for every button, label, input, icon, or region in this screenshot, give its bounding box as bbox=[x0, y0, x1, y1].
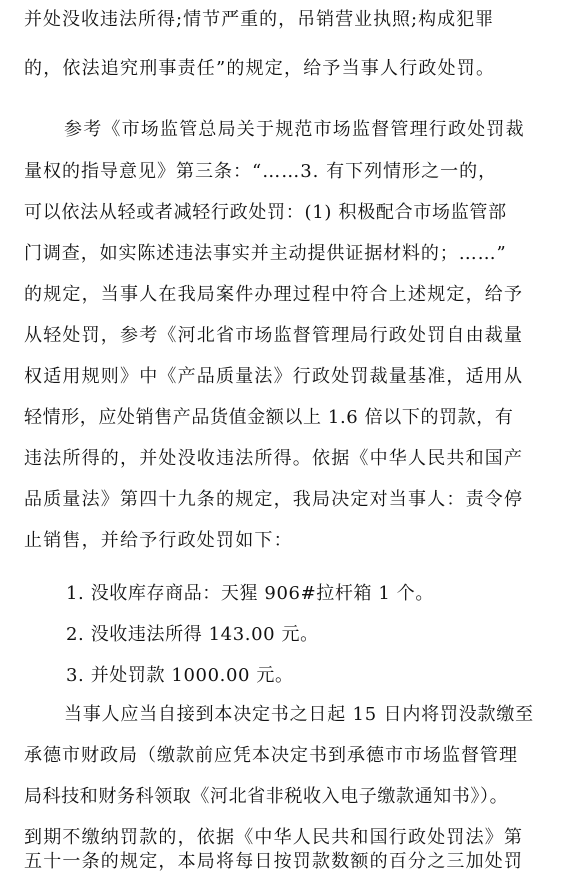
paragraph-2-line-10: 品质量法》第四十九条的规定，我局决定对当事人：责令停 bbox=[24, 489, 524, 510]
paragraph-4-line-2: 承德市财政局（缴款前应凭本决定书到承德市市场监督管理 bbox=[24, 745, 518, 766]
paragraph-2-line-6: 从轻处罚，参考《河北省市场监督管理局行政处罚自由裁量 bbox=[24, 325, 524, 346]
paragraph-2-line-4: 门调查，如实陈述违法事实并主动提供证据材料的；……” bbox=[24, 243, 507, 264]
penalty-item-1: 1. 没收库存商品：天猩 906#拉杆箱 1 个。 bbox=[66, 583, 434, 604]
paragraph-4-line-1: 当事人应当自接到本决定书之日起 15 日内将罚没款缴至 bbox=[64, 704, 534, 725]
paragraph-4-line-4: 到期不缴纳罚款的，依据《中华人民共和国行政处罚法》第 bbox=[24, 827, 524, 848]
paragraph-2-line-5: 的规定，当事人在我局案件办理过程中符合上述规定，给予 bbox=[24, 284, 524, 305]
penalty-item-2: 2. 没收违法所得 143.00 元。 bbox=[66, 624, 319, 645]
paragraph-2-line-11: 止销售，并给予行政处罚如下： bbox=[24, 530, 293, 551]
paragraph-1-line-1: 并处没收违法所得;情节严重的，吊销营业执照;构成犯罪 bbox=[24, 9, 495, 30]
paragraph-2-line-9: 违法所得的，并处没收违法所得。依据《中华人民共和国产 bbox=[24, 448, 524, 469]
paragraph-2-line-8: 轻情形，应处销售产品货值金额以上 1.6 倍以下的罚款，有 bbox=[24, 407, 514, 428]
paragraph-2-line-2: 量权的指导意见》第三条：“……3. 有下列情形之一的， bbox=[24, 161, 498, 182]
penalty-item-3: 3. 并处罚款 1000.00 元。 bbox=[66, 665, 294, 686]
paragraph-2-line-3: 可以依法从轻或者减轻行政处罚：(1) 积极配合市场监管部 bbox=[24, 202, 507, 223]
paragraph-4-line-3: 局科技和财务科领取《河北省非税收入电子缴款通知书》）。 bbox=[24, 786, 509, 807]
paragraph-4-line-5: 五十一条的规定，本局将每日按罚款数额的百分之三加处罚 bbox=[24, 851, 524, 872]
paragraph-2-line-1: 参考《市场监管总局关于规范市场监督管理行政处罚裁 bbox=[64, 119, 525, 140]
paragraph-1-line-2: 的，依法追究刑事责任”的规定，给予当事人行政处罚。 bbox=[24, 58, 496, 79]
paragraph-2-line-7: 权适用规则》中《产品质量法》行政处罚裁量基准，适用从 bbox=[24, 366, 524, 387]
